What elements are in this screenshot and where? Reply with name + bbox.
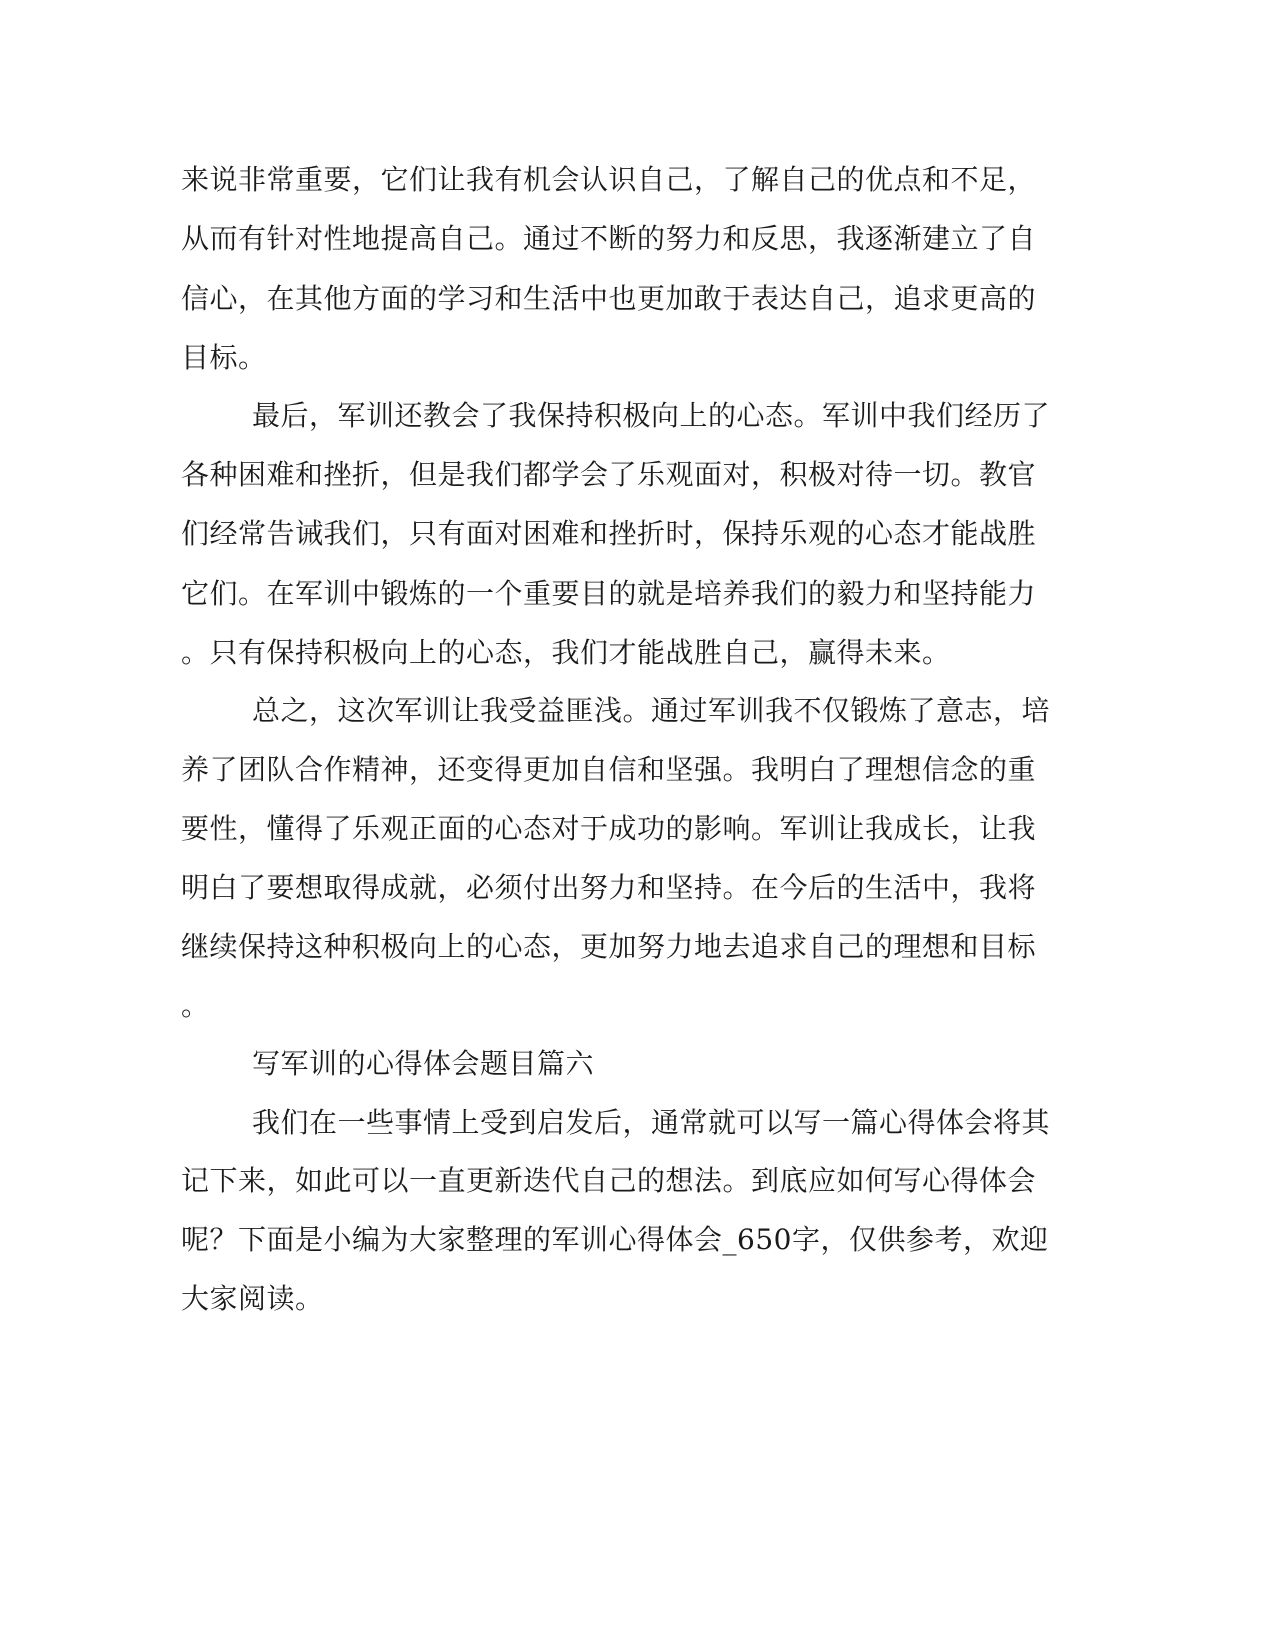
text-line: 。只有保持积极向上的心态，我们才能战胜自己，赢得未来。 xyxy=(181,636,951,669)
text-line: 明白了要想取得成就，必须付出努力和坚持。在今后的生活中，我将 xyxy=(181,871,1037,904)
text-line: 总之，这次军训让我受益匪浅。通过军训我不仅锻炼了意志，培 xyxy=(252,694,1051,727)
text-line: 大家阅读。 xyxy=(181,1282,324,1315)
text-line: 养了团队合作精神，还变得更加自信和坚强。我明白了理想信念的重 xyxy=(181,753,1037,786)
text-line: 呢？下面是小编为大家整理的军训心得体会_650字，仅供参考，欢迎 xyxy=(181,1223,1049,1256)
text-line: 我们在一些事情上受到启发后，通常就可以写一篇心得体会将其 xyxy=(252,1106,1051,1139)
text-line: 它们。在军训中锻炼的一个重要目的就是培养我们的毅力和坚持能力 xyxy=(181,577,1037,610)
section-heading: 写军训的心得体会题目篇六 xyxy=(252,1047,595,1080)
text-line: 信心，在其他方面的学习和生活中也更加敢于表达自己，追求更高的 xyxy=(181,282,1037,315)
text-line: 记下来，如此可以一直更新迭代自己的想法。到底应如何写心得体会 xyxy=(181,1164,1037,1197)
text-line: 最后，军训还教会了我保持积极向上的心态。军训中我们经历了 xyxy=(252,399,1051,432)
text-line: 从而有针对性地提高自己。通过不断的努力和反思，我逐渐建立了自 xyxy=(181,222,1037,255)
text-line: 。 xyxy=(181,989,210,1022)
text-line: 来说非常重要，它们让我有机会认识自己，了解自己的优点和不足， xyxy=(181,163,1037,196)
text-line: 要性，懂得了乐观正面的心态对于成功的影响。军训让我成长，让我 xyxy=(181,812,1037,845)
text-line: 们经常告诫我们，只有面对困难和挫折时，保持乐观的心态才能战胜 xyxy=(181,517,1037,550)
text-line: 继续保持这种积极向上的心态，更加努力地去追求自己的理想和目标 xyxy=(181,930,1037,963)
text-line: 各种困难和挫折，但是我们都学会了乐观面对，积极对待一切。教官 xyxy=(181,458,1037,491)
text-line: 目标。 xyxy=(181,341,267,374)
